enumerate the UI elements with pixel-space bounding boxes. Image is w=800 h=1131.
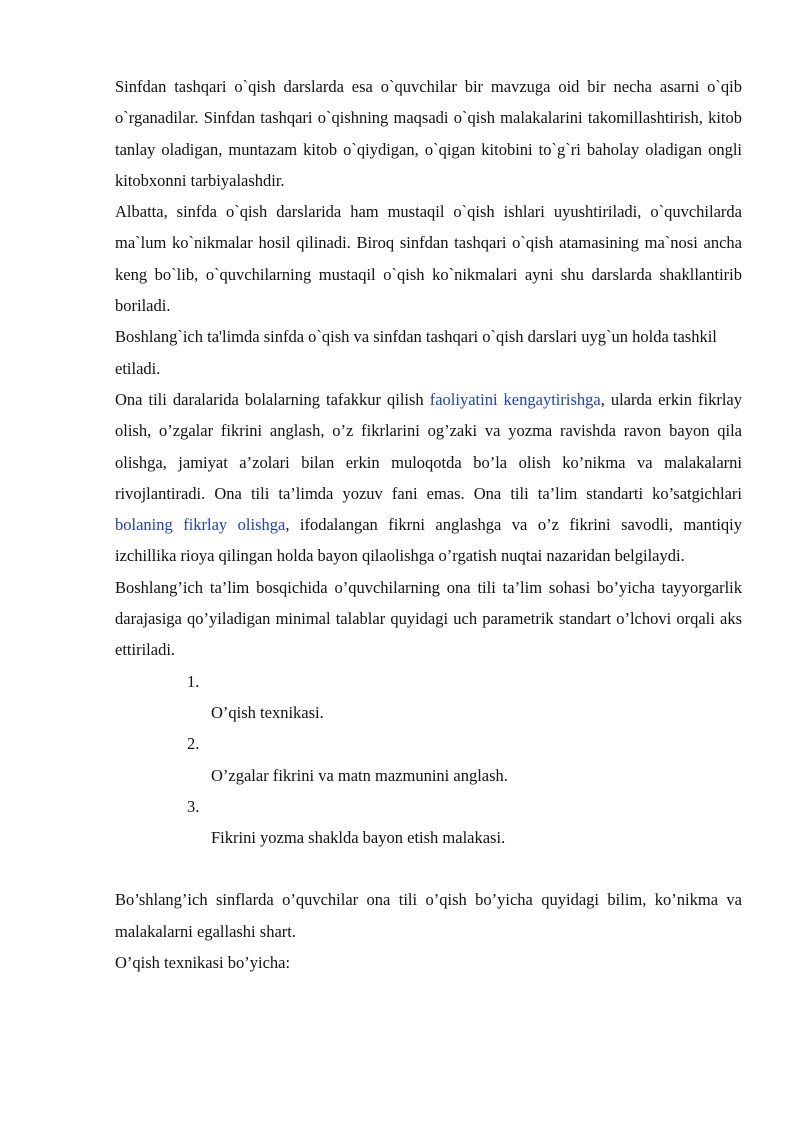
document-page [115,71,742,978]
list-number: 1. [187,671,200,691]
paragraph-4-end: , ifodalangan fikrni anglashga va o’z fikrini savodli, mantiqiy izchillika rioya qilingan holda bayon qilaolishga o’rgatish nuqtai nazaridan belgilaydi. [115,515,742,566]
list-item [115,666,742,729]
paragraph-7: O’qish texnikasi bo’yicha: [115,953,291,973]
paragraph-6: Bo’shlang’ich sinflarda o’quvchilar ona tili o’qish bo’yicha quyidagi bilim, ko’nikma va malakalarni egallashi shart. [115,890,742,941]
list-item [115,728,742,791]
paragraph-1: Sinfdan tashqari o`qish darslarda esa o`quvchilar bir mavzuga oid bir necha asarni o`qib o`rganadilar. Sinfdan tashqari o`qishning maqsadi o`qish malakalarini takomillashtirish, kitob tanlay oladigan, muntazam kitob o`qiydigan, o`qigan kitobini to`g`ri baholay oladigan ongli kitobxonni tarbiyalashdir. [115,77,742,190]
paragraph-4-start: Ona tili daralarida bolalarning tafakkur qilish [115,389,430,409]
list-item [115,791,742,854]
paragraph-4 [115,384,742,572]
link-faoliyatini[interactable]: faoliyatini kengaytirishga [429,389,601,409]
list-number: 2. [187,734,200,754]
paragraph-5: Boshlang’ich ta’lim bosqichida o’quvchilarning ona tili ta’lim sohasi bo’yicha tayyorgarlik darajasiga qo’yiladigan minimal talablar quyidagi uch parametrik standart o’lchovi orqali aks ettiriladi. [115,577,742,660]
blank-line [115,853,742,884]
list-text: O’zgalar fikrini va matn mazmunini anglash. [211,765,508,785]
paragraph-3: Boshlang`ich ta'limda sinfda o`qish va sinfdan tashqari o`qish darslari uyg`un holda tashkil etiladi. [115,327,717,378]
list-text: O’qish texnikasi. [211,702,324,722]
paragraph-2: Albatta, sinfda o`qish darslarida ham mustaqil o`qish ishlari uyushtiriladi, o`quvchilarda ma`lum ko`nikmalar hosil qilinadi. Biroq sinfdan tashqari o`qish atamasining ma`nosi ancha keng bo`lib, o`quvchilarning mustaqil o`qish ko`nikmalari ayni shu darslarda shakllantirib boriladi. [115,202,742,316]
link-bolaning[interactable]: bolaning fikrlay olishga [115,515,286,535]
paragraph-4-middle: , ularda erkin fikrlay olish, o’zgalar fikrini anglash, o’z fikrlarini og’zaki va yozma ravishda ravon bayon qila olishga, jamiyat a’zolari bilan erkin muloqotda bo’la olish ko’nikma va malakalarni rivojlantiradi. Ona tili ta’limda yozuv fani emas. Ona tili ta’lim standarti ko’satgichlari [115,389,743,503]
list-number: 3. [187,796,200,816]
numbered-list [115,666,742,854]
list-text: Fikrini yozma shaklda bayon etish malakasi. [211,828,506,848]
